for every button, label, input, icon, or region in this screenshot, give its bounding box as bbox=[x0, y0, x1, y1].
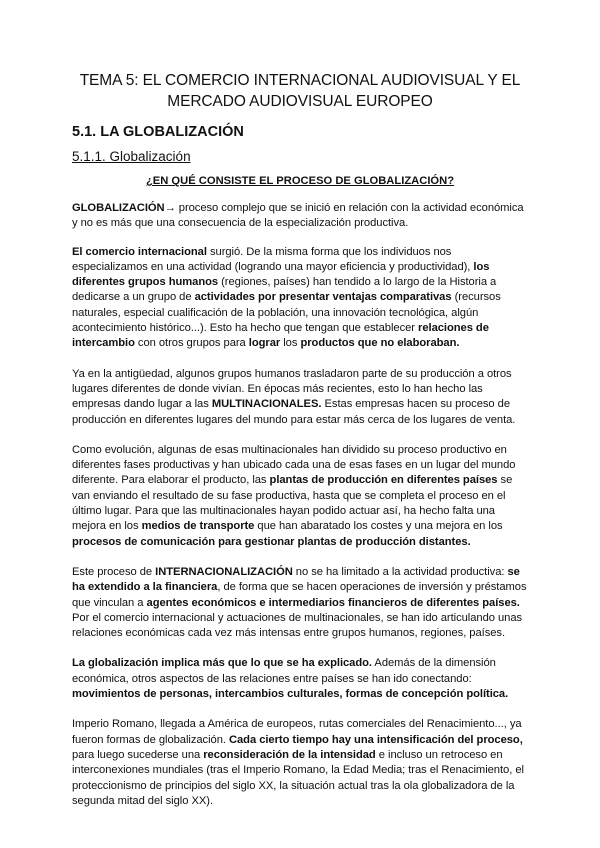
p7-text-3: e incluso un retroceso en interconexiones mundiales (tras el Imperio Romano, la Edad Media; tras el Renacimiento, el proteccionismo de principios del siglo XX, la situación actual tras la ola globalizadora de la segunda mitad del siglo XX). bbox=[72, 748, 524, 807]
document-page bbox=[72, 70, 528, 824]
p5-text-2: no se ha limitado a la actividad productiva: bbox=[292, 565, 508, 578]
p3-bold-1: MULTINACIONALES. bbox=[211, 398, 322, 411]
subsection-heading: 5.1.1. Globalización bbox=[72, 149, 191, 164]
p2-bold-5: lograr bbox=[248, 337, 281, 350]
p4-text-2: se van enviando el resultado de su fase productiva, hasta que se completa el proceso en el último lugar. Para que las multinacionales hayan podido actuar así, ha hecho falta una mejora en los bbox=[72, 474, 513, 533]
p5-bold-2: se ha extendido a la financiera bbox=[72, 565, 520, 594]
paragraph-3 bbox=[72, 367, 528, 428]
p2-text-5: los bbox=[280, 337, 301, 350]
p3-text-1: Ya en la antigüedad, algunos grupos humanos trasladaron parte de su producción a otros lugares diferentes de donde vivían. En épocas más recientes, esto lo han hecho las empresas dando lugar a las bbox=[72, 367, 512, 411]
p5-bold-1: INTERNACIONALIZACIÓN bbox=[155, 565, 293, 578]
paragraph-1 bbox=[72, 201, 528, 232]
p4-text-3: que han abaratado los costes y una mejora en los bbox=[254, 520, 503, 533]
p5-text-1: Este proceso de bbox=[72, 565, 156, 578]
p2-text-2: (regiones, países) han tendido a lo largo de la Historia a dedicarse a un grupo de bbox=[72, 276, 497, 304]
paragraph-2 bbox=[72, 245, 528, 352]
question-heading: ¿EN QUÉ CONSISTE EL PROCESO DE GLOBALIZACIÓN? bbox=[145, 175, 455, 187]
p2-bold-1: El comercio internacional bbox=[72, 245, 207, 258]
p4-bold-3: procesos de comunicación para gestionar plantas de producción distantes. bbox=[72, 535, 471, 548]
p6-text-1: Además de la dimensión económica, otros aspectos de las relaciones entre países se han ido conectando: bbox=[72, 657, 496, 685]
p4-bold-2: medios de transporte bbox=[141, 520, 255, 533]
p2-bold-3: actividades por presentar ventajas comparativas bbox=[194, 291, 452, 304]
p5-bold-3: agentes económicos e intermediarios financieros de diferentes países. bbox=[146, 596, 520, 609]
p7-text-1: Imperio Romano, llegada a América de europeos, rutas comerciales del Renacimiento..., ya fueron formas de globalización. bbox=[72, 718, 522, 746]
p6-bold-2: movimientos de personas, intercambios culturales, formas de concepción política. bbox=[72, 688, 509, 701]
p4-text-1: Como evolución, algunas de esas multinacionales han dividido su proceso productivo en diferentes fases productivas y han ubicado cada una de esas fases en un lugar del mundo diferente. Para elaborar el producto, las bbox=[72, 443, 516, 487]
p4-bold-1: plantas de producción en diferentes países bbox=[269, 474, 498, 487]
document-title bbox=[72, 70, 528, 112]
title-line-2: MERCADO AUDIOVISUAL EUROPEO bbox=[167, 93, 433, 110]
p2-bold-4: relaciones de intercambio bbox=[72, 322, 489, 350]
p5-text-4: Por el comercio internacional y actuaciones de multinacionales, se han ido articulando unas relaciones económicas cada vez más intensas entre grupos humanos, regiones, países. bbox=[72, 611, 523, 640]
paragraph-6 bbox=[72, 656, 528, 702]
p7-bold-2: reconsideración de la intensidad bbox=[203, 748, 376, 761]
paragraph-7 bbox=[72, 717, 528, 809]
p5-text-3: , de forma que se hacen operaciones de inversión y préstamos que vinculan a bbox=[72, 581, 527, 609]
p7-text-2: para luego sucederse una bbox=[72, 748, 204, 761]
p2-text-1: surgió. De la misma forma que los individuos nos especializamos en una actividad (logrando una mayor eficiencia y productividad), bbox=[72, 245, 474, 273]
p7-bold-1: Cada cierto tiempo hay una intensificación del proceso, bbox=[228, 733, 523, 746]
p2-bold-2: los diferentes grupos humanos bbox=[72, 260, 490, 289]
p1-bold-1: GLOBALIZACIÓN bbox=[72, 202, 165, 214]
p6-bold-1: La globalización implica más que lo que se ha explicado. bbox=[72, 657, 372, 670]
paragraph-4 bbox=[72, 443, 528, 550]
title-line-1: TEMA 5: EL COMERCIO INTERNACIONAL AUDIOVISUAL Y EL bbox=[79, 72, 521, 89]
paragraph-5 bbox=[72, 565, 528, 641]
p2-text-4: con otros grupos para bbox=[134, 337, 249, 350]
p2-bold-6: productos que no elaboraban. bbox=[300, 337, 460, 350]
section-heading: 5.1. LA GLOBALIZACIÓN bbox=[72, 124, 244, 140]
p1-text-1: → proceso complejo que se inició en relación con la actividad económica y no es más que una consecuencia de la especialización productiva. bbox=[72, 202, 524, 230]
p3-text-2: Estas empresas hacen su proceso de producción en diferentes lugares del mundo para estar más cerca de los lugares de venta. bbox=[72, 398, 516, 426]
p2-text-3: (recursos naturales, especial cualificación de la población, una innovación tecnológica, algún acontecimiento histórico...). Esto ha hecho que tengan que establecer bbox=[72, 291, 501, 335]
